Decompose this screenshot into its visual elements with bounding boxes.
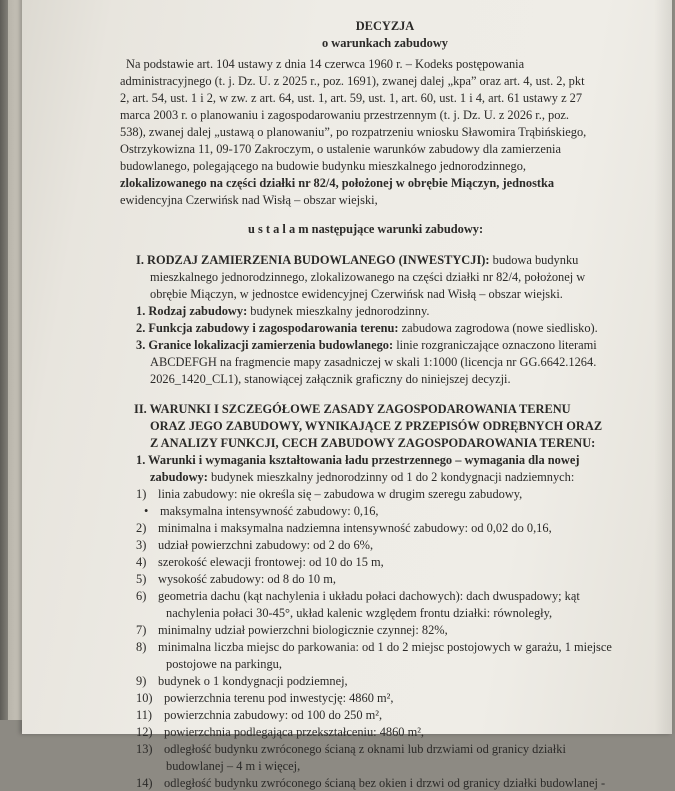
intro-line: Ostrzykowizna 11, 09-170 Zakroczym, o ustalenie warunków zabudowy dla zamierzenia (120, 142, 561, 156)
item-text: budynek mieszkalny jednorodzinny. (247, 304, 430, 318)
item-text: linie rozgraniczające oznaczono literami (393, 338, 597, 352)
item-number: 4) (136, 555, 147, 569)
intro-line: 538), zwanej dalej „ustawą o planowaniu”, po rozpatrzeniu wniosku Sławomira Trąbińskiego, (120, 125, 587, 139)
item-number: 12) (136, 725, 153, 739)
section1-heading-line (136, 252, 578, 268)
item-number: 2. (136, 321, 146, 335)
item-label: Granice lokalizacji zamierzenia budowlanego: (148, 338, 394, 352)
bullet-icon: • (144, 504, 149, 518)
section1-item (136, 337, 597, 353)
intro-line: marca 2003 r. o planowaniu i zagospodarowaniu przestrzennym (t. j. Dz. U. z 2026 r., poz. (120, 108, 570, 122)
item-number: 1) (136, 487, 147, 501)
sub1-rest: budynek mieszkalny jednorodzinny od 1 do 2 kondygnacji nadziemnych: (207, 470, 575, 484)
item-label: Funkcja zabudowy i zagospodarowania terenu: (148, 321, 399, 335)
item-text: budowlanej – 4 m i więcej, (166, 759, 301, 773)
item-number: 5) (136, 572, 147, 586)
section2-heading: Z ANALIZY FUNKCJI, CECH ZABUDOWY ZAGOSPODAROWANIA TERENU: (150, 436, 596, 450)
section2-heading: ORAZ JEGO ZABUDOWY, WYNIKAJĄCE Z PRZEPISÓW ODRĘBNYCH ORAZ (150, 419, 603, 433)
section1-cont: mieszkalnego jednorodzinnego, zlokalizowanego na części działki nr 82/4, położonej w (150, 270, 586, 284)
item-text: odległość budynku zwróconego ścianą bez okien i drzwi od granicy działki budowlanej - (164, 776, 606, 790)
section1-heading-rest: budowa budynku (492, 253, 579, 267)
item-number: 8) (136, 640, 147, 654)
item-number: 6) (136, 589, 147, 603)
section1-heading: I. RODZAJ ZAMIERZENIA BUDOWLANEGO (INWESTYCJI): (136, 253, 490, 267)
intro-line: administracyjnego (t. j. Dz. U. z 2025 r., poz. 1691), zwanej dalej „kpa” oraz art. 4, ust. 2, pkt (120, 74, 585, 88)
item-label: Rodzaj zabudowy: (148, 304, 248, 318)
section1-cont: obrębie Miączyn, w jednostce ewidencyjnej Czerwińsk nad Wisłą – obszar wiejski. (150, 287, 563, 301)
document-title: DECYZJA (355, 19, 415, 33)
section1-item3-cont: ABCDEFGH na fragmencie mapy zasadniczej w skali 1:1000 (licencja nr GG.6642.1264. (150, 355, 597, 369)
item-text: geometria dachu (kąt nachylenia i układu połaci dachowych): dach dwuspadowy; kąt (158, 589, 580, 603)
item-number: 2) (136, 521, 147, 535)
section1-item (136, 320, 598, 336)
intro-line-bold: zlokalizowanego na części działki nr 82/4, położonej w obrębie Miączyn, jednostka (120, 176, 555, 190)
item-text: zabudowa zagrodowa (nowe siedlisko). (398, 321, 598, 335)
item-number: 13) (136, 742, 153, 756)
item-text: minimalna i maksymalna nadziemna intensywność zabudowy: od 0,02 do 0,16, (158, 521, 552, 535)
item-number: 14) (136, 776, 153, 790)
item-text: powierzchnia podlegająca przekształceniu: 4860 m², (164, 725, 425, 739)
item-text: wysokość zabudowy: od 8 do 10 m, (158, 572, 336, 586)
item-number: 10) (136, 691, 153, 705)
item-text: postojowe na parkingu, (166, 657, 282, 671)
item-text: minimalny udział powierzchni biologicznie czynnej: 82%, (158, 623, 448, 637)
item-text: powierzchnia terenu pod inwestycję: 4860 m², (164, 691, 394, 705)
intro-line: budowlanego, polegającego na budowie budynku mieszkalnego jednorodzinnego, (120, 159, 527, 173)
item-number: 1. (136, 304, 146, 318)
intro-line: ewidencyjna Czerwińsk nad Wisłą – obszar wiejski, (120, 193, 378, 207)
item-number: 7) (136, 623, 147, 637)
section1-item3-cont: 2026_1420_CL1), stanowiącej załącznik graficzny do niniejszej decyzji. (150, 372, 511, 386)
item-text: powierzchnia zabudowy: od 100 do 250 m², (164, 708, 383, 722)
item-text: maksymalna intensywność zabudowy: 0,16, (160, 504, 379, 518)
item-text: nachylenia połaci 30-45°, układ kalenic względem frontu działki: równoległy, (166, 606, 553, 620)
item-number: 9) (136, 674, 147, 688)
sub1-heading: 1. Warunki i wymagania kształtowania ładu przestrzennego – wymagania dla nowej (136, 453, 580, 467)
section2-heading: II. WARUNKI I SZCZEGÓŁOWE ZASADY ZAGOSPODAROWANIA TERENU (134, 402, 571, 416)
document-page (22, 0, 672, 790)
section1-item (136, 303, 429, 319)
item-text: budynek o 1 kondygnacji podziemnej, (158, 674, 348, 688)
item-text: minimalna liczba miejsc do parkowania: od 1 do 2 miejsc postojowych w garażu, 1 miejsce (158, 640, 612, 654)
item-text: szerokość elewacji frontowej: od 10 do 15 m, (158, 555, 384, 569)
item-number: 3. (136, 338, 146, 352)
intro-line: Na podstawie art. 104 ustawy z dnia 14 czerwca 1960 r. – Kodeks postępowania (126, 57, 525, 71)
sub1-heading-cont (150, 469, 574, 485)
item-number: 3) (136, 538, 147, 552)
item-number: 11) (136, 708, 153, 722)
item-text: linia zabudowy: nie określa się – zabudowa w drugim szeregu zabudowy, (158, 487, 523, 501)
document-subtitle: o warunkach zabudowy (322, 36, 448, 50)
ustalam-heading: u s t a l a m następujące warunki zabudowy: (248, 222, 484, 236)
item-text: odległość budynku zwróconego ścianą z oknami lub drzwiami od granicy działki (164, 742, 566, 756)
item-text: udział powierzchni zabudowy: od 2 do 6%, (158, 538, 374, 552)
sub1-bold: zabudowy: (150, 470, 208, 484)
intro-line: 2, art. 54, ust. 1 i 2, w zw. z art. 64, ust. 1, art. 59, ust. 1, art. 60, ust. 1 i 4, art. 61 ustawy z 27 (120, 91, 583, 105)
